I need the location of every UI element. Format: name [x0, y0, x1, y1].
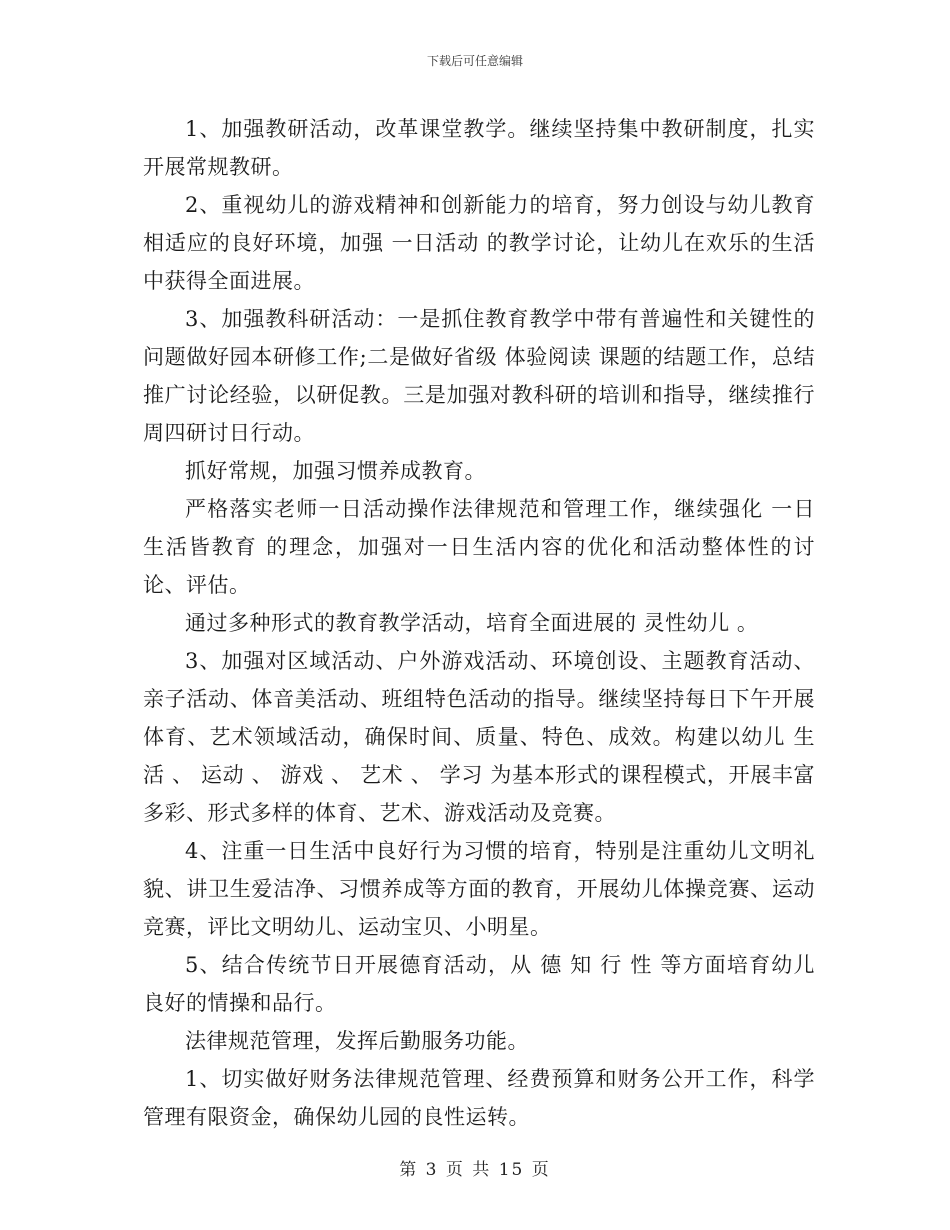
paragraph: 3、加强教科研活动：一是抓住教育教学中带有普遍性和关键性的问题做好园本研修工作;二是做好省级 体验阅读 课题的结题工作，总结推广讨论经验，以研促教。三是加强对教科研的培训和指导，继续推行周四研讨日行动。 [143, 307, 815, 445]
paragraph: 通过多种形式的教育教学活动，培育全面进展的 灵性幼儿 。 [185, 611, 759, 635]
page-number-footer: 第 3 页 共 15 页 [399, 1160, 551, 1180]
paragraph: 2、重视幼儿的游戏精神和创新能力的培育，努力创设与幼儿教育相适应的良好环境，加强 一日活动 的教学讨论，让幼儿在欢乐的生活中获得全面进展。 [143, 193, 815, 293]
paragraph: 抓好常规，加强习惯养成教育。 [185, 459, 486, 483]
page-header: 下载后可任意编辑 [426, 54, 523, 68]
paragraph: 法律规范管理，发挥后勤服务功能。 [185, 1029, 529, 1053]
paragraph: 3、加强对区域活动、户外游戏活动、环境创设、主题教育活动、亲子活动、体音美活动、班组特色活动的指导。继续坚持每日下午开展体育、艺术领域活动，确保时间、质量、特色、成效。构建以幼儿 生活 、 运动 、 游戏 、 艺术 、 学习 为基本形式的课程模式，开展丰富多彩、形式多样的体育、艺术、游戏活动及竞赛。 [143, 649, 815, 825]
document-body [143, 110, 815, 1136]
paragraph: 5、结合传统节日开展德育活动，从 德 知 行 性 等方面培育幼儿良好的情操和品行。 [143, 953, 815, 1015]
paragraph: 1、加强教研活动，改革课堂教学。继续坚持集中教研制度，扎实开展常规教研。 [143, 117, 815, 179]
paragraph: 严格落实老师一日活动操作法律规范和管理工作，继续强化 一日生活皆教育 的理念，加强对一日生活内容的优化和活动整体性的讨论、评估。 [143, 497, 815, 597]
paragraph: 1、切实做好财务法律规范管理、经费预算和财务公开工作，科学管理有限资金，确保幼儿园的良性运转。 [143, 1067, 815, 1129]
paragraph: 4、注重一日生活中良好行为习惯的培育，特别是注重幼儿文明礼貌、讲卫生爱洁净、习惯养成等方面的教育，开展幼儿体操竞赛、运动竞赛，评比文明幼儿、运动宝贝、小明星。 [143, 839, 815, 939]
